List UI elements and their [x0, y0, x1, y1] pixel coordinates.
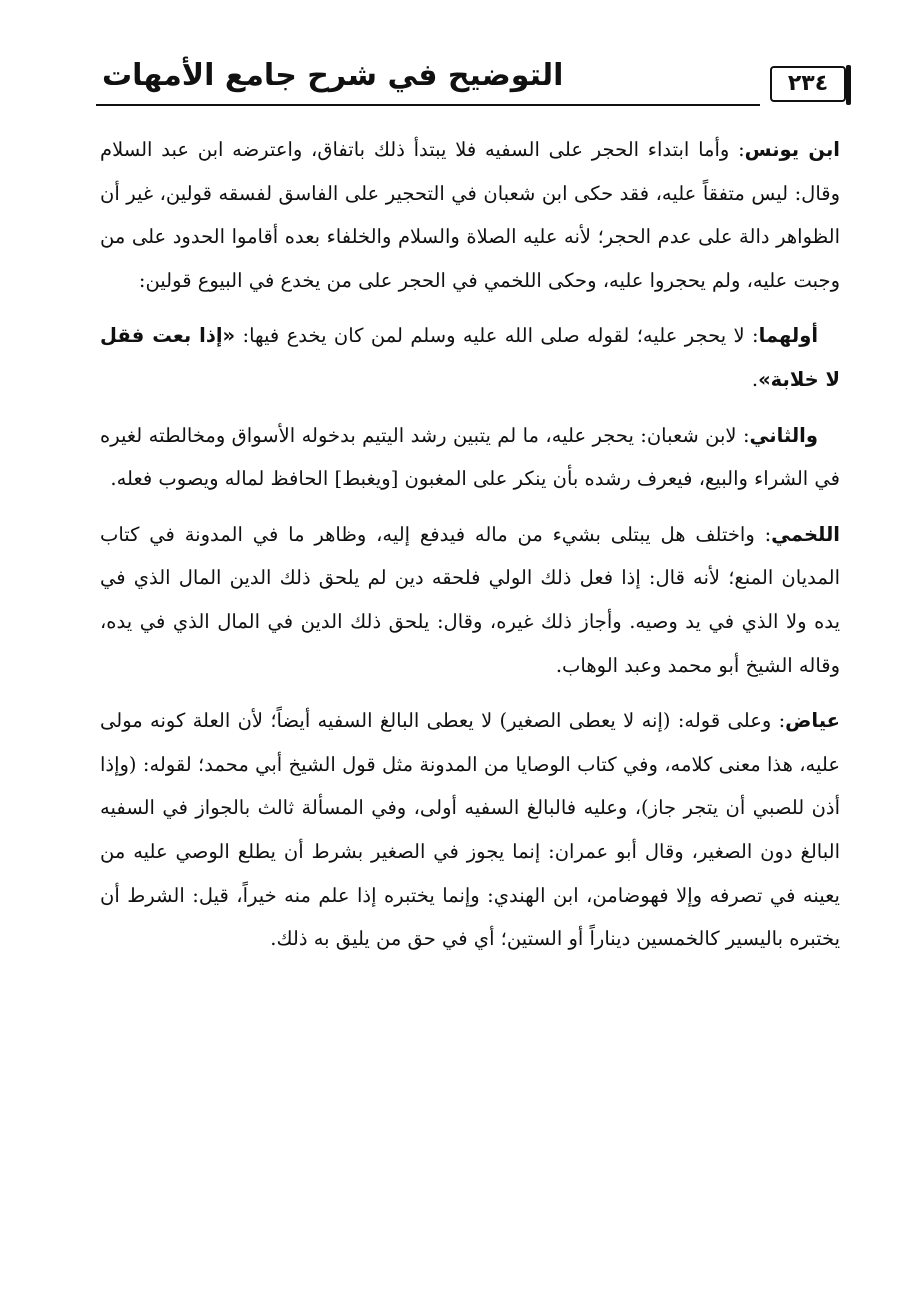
body-text: [100, 128, 840, 973]
header-rule: [96, 104, 760, 106]
paragraph-second-opinion: [100, 414, 840, 501]
opinion-label: والثاني: [749, 423, 818, 447]
paragraph-text: : لا يحجر عليه؛ لقوله صلى الله عليه وسلم لمن كان يخدع فيها:: [235, 324, 759, 348]
page-number: ٢٣٤: [770, 66, 846, 102]
opinion-label: أولهما: [758, 324, 819, 348]
paragraph-first-opinion: [100, 314, 840, 401]
paragraph-text: : واختلف هل يبتلى بشيء من ماله فيدفع إليه، وظاهر ما في المدونة في كتاب المديان المنع؛ لأنه قال: إذا فعل ذلك الولي فلحقه دين لم يلحق ذلك الدين المال الذي في يده ولا الذي في يد وصيه. وأجاز ذلك غيره، وقال: يلحق ذلك الدين في المال الذي في يده، وقاله الشيخ أبو محمد وعبد الوهاب.: [100, 522, 840, 677]
paragraph-text: : وعلى قوله: (إنه لا يعطى الصغير) لا يعطى البالغ السفيه أيضاً؛ لأن العلة كونه مولى عليه، هذا معنى كلامه، وفي كتاب الوصايا من المدونة مثل قول الشيخ أبي محمد؛ لقوله: (وإذا أذن للصبي أن يتجر جاز)، وعليه فالبالغ السفيه أولى، وفي المسألة ثالث بالجواز في السفيه البالغ دون الصغير، وقال أبو عمران: إنما يجوز في الصغير بشرط أن يطلع الوصي عليه من يعينه في تصرفه وإلا فهوضامن، ابن الهندي: وإنما يختبره إذا علم منه خيراً، قيل: الشرط أن يختبره باليسير كالخمسين ديناراً أو الستين؛ أي في حق من يليق به ذلك.: [100, 709, 840, 951]
hadith-quote: «إذا بعت فقل لا خلابة»: [100, 324, 840, 391]
paragraph-tail: .: [751, 367, 759, 391]
speaker-name: ابن يونس: [744, 138, 840, 161]
speaker-name: اللخمي: [771, 522, 840, 546]
paragraph-text: : لابن شعبان: يحجر عليه، ما لم يتبين رشد اليتيم بدخوله الأسواق ومخالطته لغيره في الشراء والبيع، فيعرف رشده بأن ينكر على المغبون [ويغبط] الحافظ لماله ويصوب فعله.: [100, 423, 840, 491]
page-header: [96, 58, 846, 114]
speaker-name: عياض: [785, 709, 840, 733]
paragraph-lakhmi: [100, 513, 840, 687]
paragraph-ibn-yunus: [100, 128, 840, 302]
running-title: التوضيح في شرح جامع الأمهات: [102, 58, 564, 93]
paragraph-iyad: [100, 699, 840, 961]
paragraph-text: : وأما ابتداء الحجر على السفيه فلا يبتدأ ذلك باتفاق، واعترضه ابن عبد السلام وقال: ليس متفقاً عليه، فقد حكى ابن شعبان في التحجير على الفاسق لفسقه قولين، غير أن الظواهر دالة على عدم الحجر؛ لأنه عليه الصلاة والسلام والخلفاء بعده أقاموا الحدود على من وجبت عليه، ولم يحجروا عليه، وحكى اللخمي في الحجر على من يخدع في البيوع قولين:: [100, 138, 840, 292]
